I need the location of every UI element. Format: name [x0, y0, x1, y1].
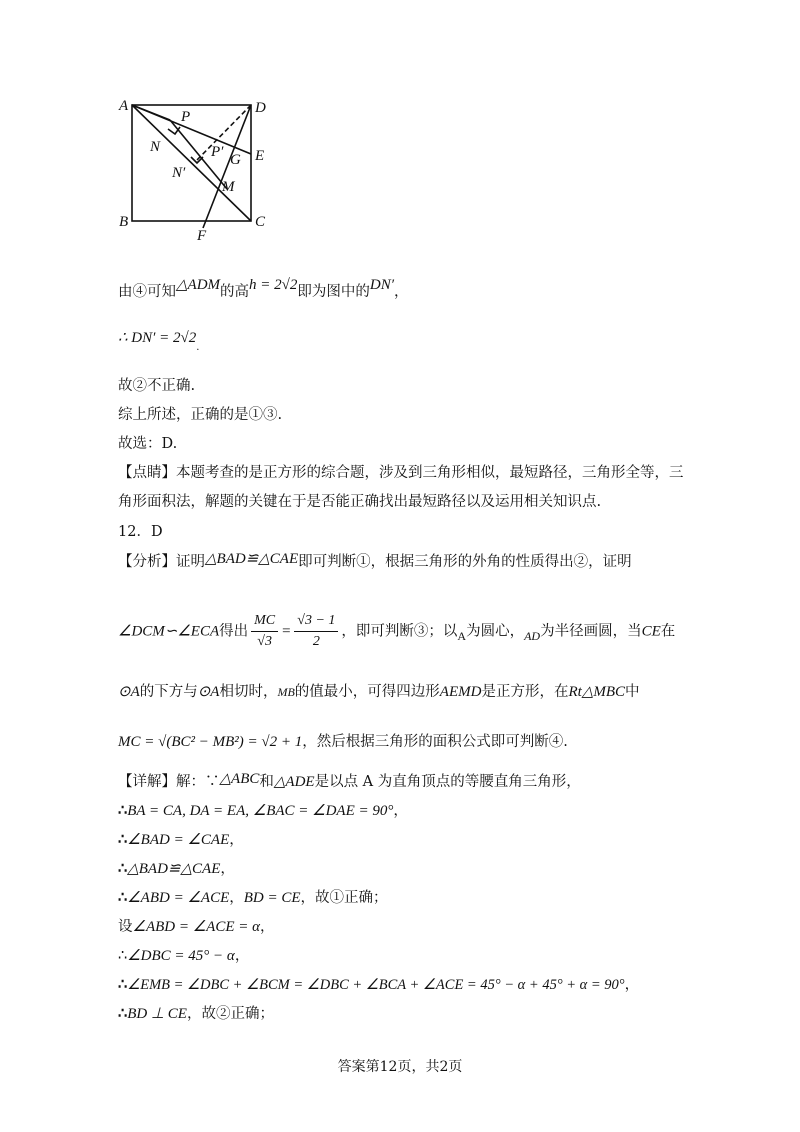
math-perpendicular: BD ⊥ CE: [127, 1006, 187, 1022]
line-df: [203, 105, 251, 228]
text-line-4: [118, 405, 282, 425]
text: 的高: [220, 284, 250, 300]
math-dn-value: ∴ DN′ = 2√2: [118, 330, 197, 346]
therefore-symbol: ∴: [118, 802, 128, 819]
text: 和: [259, 774, 274, 790]
text: ，: [229, 890, 244, 906]
label-c: C: [255, 214, 266, 230]
math-triangle-adm: △ADM: [176, 277, 221, 293]
text-line-7: [118, 492, 601, 512]
text: ，: [394, 284, 409, 300]
text: 是以点 A 为直角顶点的等腰直角三角形，: [314, 774, 581, 790]
text: 的值最小，可得四边形: [294, 684, 440, 700]
therefore-symbol: ∴: [118, 948, 128, 964]
fraction-denominator: 2: [312, 634, 320, 649]
text: ，: [393, 803, 408, 819]
math-angle-equality: ∠BAD = ∠CAE: [127, 832, 230, 848]
text: 得出: [219, 623, 249, 640]
label-p: P: [181, 109, 191, 125]
text-line-3: [118, 376, 195, 396]
page-footer: 答案第12页，共2页: [337, 1059, 463, 1075]
question-number: 12．D: [118, 524, 163, 540]
right-angle-mark-n2: [191, 157, 203, 163]
text-line-10: [118, 612, 675, 651]
label-n: N: [150, 139, 161, 155]
fraction-mc-root3: [251, 612, 278, 651]
text: ，故①正确；: [300, 890, 388, 906]
text: ，: [234, 948, 250, 964]
equals-sign: =: [281, 623, 292, 640]
text: 角形面积法，解题的关键在于是否能正确找出最短路径以及运用相关知识点.: [118, 494, 602, 510]
math-height: h = 2√2: [249, 277, 298, 293]
text-line-16: [118, 859, 235, 879]
text-line-17: [118, 888, 388, 908]
math-alpha-def: ∠ABD = ∠ACE = α: [132, 919, 260, 935]
text-line-18: [118, 917, 275, 937]
text: 【详解】解：∵: [118, 774, 220, 790]
math-mc-formula: MC = √(BC² − MB²) = √2 + 1: [118, 734, 303, 750]
text: 即可判断①，根据三角形的外角的性质得出②，证明: [298, 554, 632, 570]
right-angle-mark-n: [168, 127, 180, 134]
fraction-denominator: √3: [257, 634, 272, 649]
label-p-prime: P′: [211, 144, 224, 160]
math-dn-prime: DN′: [369, 277, 395, 293]
therefore-symbol: ∴: [118, 889, 128, 906]
text: .: [196, 342, 200, 353]
text: 故②不正确.: [118, 378, 196, 394]
text: ，: [220, 861, 235, 877]
text: 在: [660, 623, 676, 640]
math-similar: ∠DCM∽∠ECA: [118, 623, 220, 640]
text: 【点睛】本题考查的是正方形的综合题，涉及到三角形相似，最短路径，三角形全等，三: [118, 465, 684, 481]
text: ，然后根据三角形的面积公式即可判断④.: [302, 734, 568, 750]
label-n-prime: N′: [172, 165, 186, 181]
math-ad: AD: [524, 628, 541, 643]
text-line-5: [118, 434, 177, 454]
math-angle-dbc: ∠DBC = 45° − α: [127, 948, 235, 964]
fraction-root3-minus-1: [294, 612, 338, 651]
text-line-8: [118, 522, 163, 542]
text-line-2: [118, 328, 200, 353]
dashed-dn: [197, 105, 251, 160]
text-line-9: [118, 552, 632, 572]
label-b: B: [119, 214, 129, 230]
segment-ap-top: [132, 105, 170, 120]
math-triangle-abc: △ABC: [219, 771, 260, 787]
text: 相切时，: [219, 684, 278, 700]
math-point-a: A: [457, 628, 467, 643]
math-rt-triangle: Rt△MBC: [568, 684, 625, 700]
math-circle-a: ⊙A: [197, 684, 220, 700]
text: 由④可知: [118, 284, 176, 300]
text-line-1: [118, 277, 409, 302]
text-line-14: [118, 801, 408, 821]
text: 设: [118, 919, 133, 935]
therefore-symbol: ∴: [118, 831, 128, 848]
text: ，: [624, 977, 640, 993]
text: ，: [260, 919, 275, 935]
math-bd-ce: BD = CE: [243, 890, 301, 906]
text-line-12: [118, 732, 568, 752]
text-line-20: [118, 975, 639, 995]
text: 即为图中的: [297, 284, 370, 300]
fraction-numerator: MC: [251, 612, 278, 632]
text: 为圆心，: [466, 623, 525, 640]
math-triangle-ade: △ADE: [273, 774, 315, 790]
therefore-symbol: ∴: [118, 860, 128, 877]
text-line-11: [118, 682, 639, 702]
label-e: E: [255, 148, 265, 164]
math-congruence: △BAD≌△CAE: [127, 861, 221, 877]
label-m: M: [222, 179, 235, 195]
text: 为半径画圆，当: [540, 623, 642, 640]
text: ，: [229, 832, 244, 848]
geometry-figure: [115, 92, 285, 242]
text: 【分析】证明: [118, 554, 205, 570]
math-circle-a: ⊙A: [118, 684, 140, 700]
label-g: G: [230, 152, 241, 168]
math-mb: MB: [277, 685, 295, 699]
therefore-symbol: ∴: [118, 1005, 128, 1022]
text-line-21: [118, 1004, 274, 1024]
text: ，故②正确；: [186, 1006, 274, 1022]
math-ce: CE: [641, 623, 661, 640]
math-equalities: BA = CA, DA = EA, ∠BAC = ∠DAE = 90°: [127, 803, 394, 819]
text: 综上所述，正确的是①③.: [118, 407, 283, 423]
math-aemd: AEMD: [439, 684, 482, 700]
text-line-13: [118, 772, 581, 792]
math-angle-emb: ∠EMB = ∠DBC + ∠BCM = ∠DBC + ∠BCA + ∠ACE = 45° − α + 45° + α = 90°: [127, 977, 625, 993]
text-line-19: [118, 946, 249, 966]
math-congruence: △BAD≌△CAE: [205, 551, 299, 567]
text-line-6: [118, 463, 684, 483]
math-angle-equality: ∠ABD = ∠ACE: [127, 890, 230, 906]
text: 中: [624, 684, 640, 700]
text: ，即可判断③；以: [341, 623, 458, 640]
fraction-numerator: √3 − 1: [294, 612, 338, 632]
text: 故选：D.: [118, 436, 178, 452]
label-f: F: [197, 228, 207, 242]
text-line-15: [118, 830, 244, 850]
text: 的下方与: [139, 684, 198, 700]
text: 是正方形，在: [481, 684, 569, 700]
label-d: D: [255, 100, 266, 116]
label-a: A: [119, 98, 129, 114]
therefore-symbol: ∴: [118, 976, 128, 993]
